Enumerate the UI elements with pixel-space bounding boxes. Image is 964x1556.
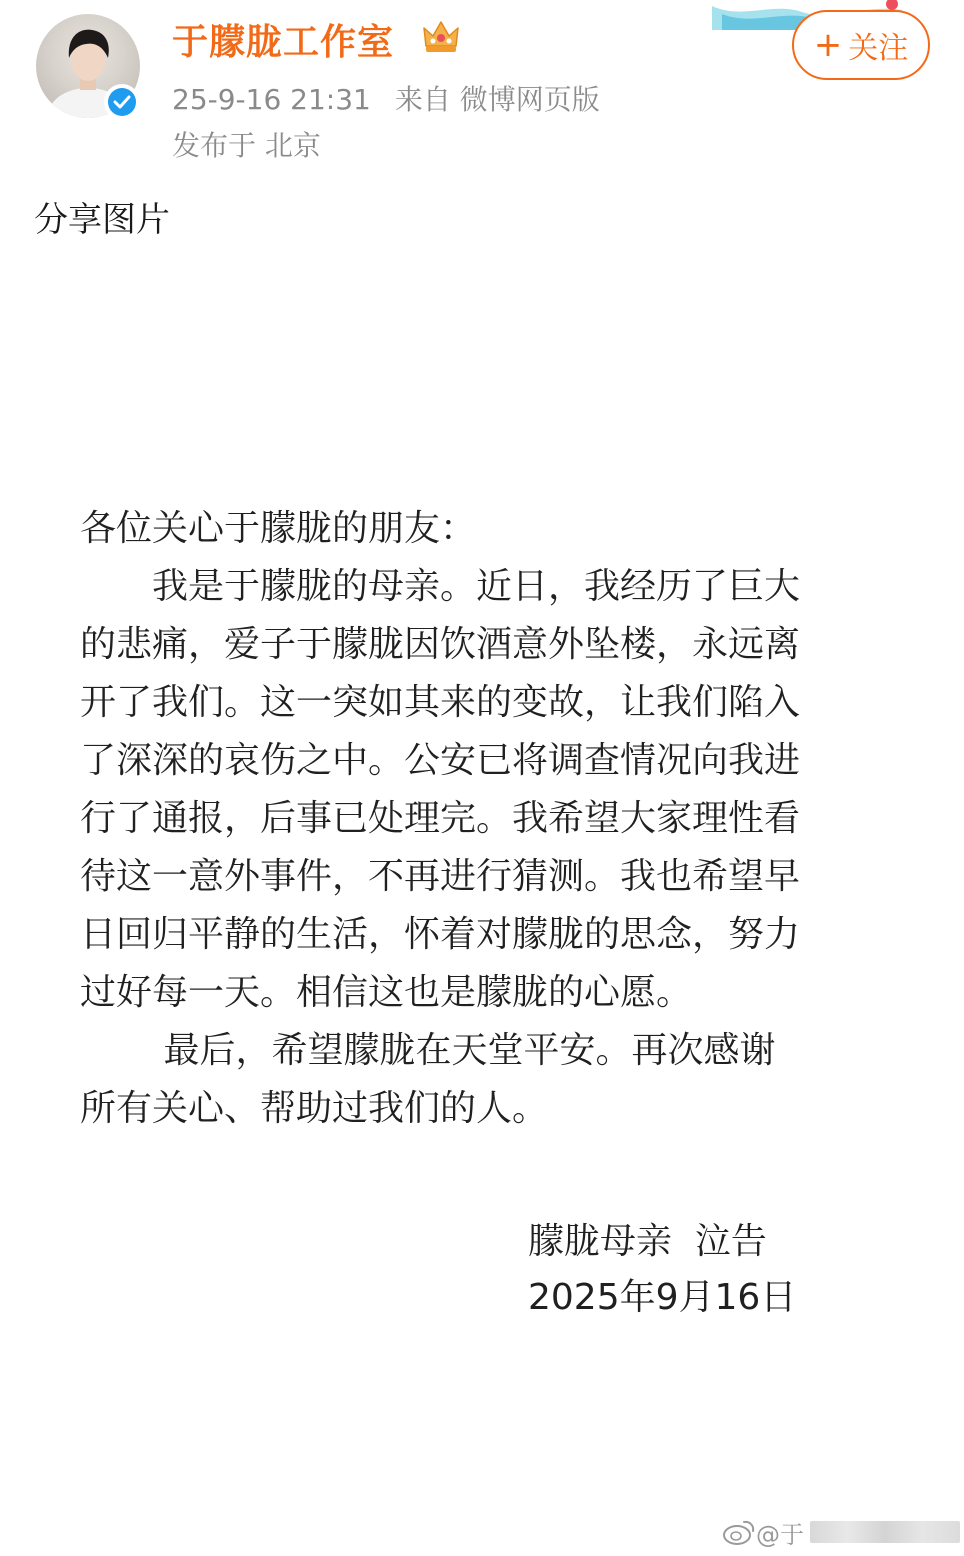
post-text: 分享图片 (34, 200, 170, 240)
verified-check-icon (104, 84, 140, 120)
letter-line: 最后，希望朦胧在天堂平安。再次感谢 (80, 1030, 776, 1071)
watermark-blur (810, 1521, 960, 1543)
post-meta (172, 78, 600, 118)
letter-signature: 朦胧母亲 泣告 (528, 1221, 767, 1262)
letter-line: 了深深的哀伤之中。公安已将调查情况向我进 (80, 740, 801, 781)
follow-button-label: 关注 (848, 31, 909, 66)
post-timestamp: 25-9-16 21:31 (172, 83, 371, 116)
post-location: 发布于 北京 (172, 129, 321, 162)
post-source[interactable]: 来自 微博网页版 (394, 83, 600, 116)
letter-line: 的悲痛，爱子于朦胧因饮酒意外坠楼，永远离 (80, 624, 801, 665)
letter-line: 待这一意外事件，不再进行猜测。我也希望早 (80, 856, 801, 897)
follow-button[interactable] (792, 10, 930, 80)
letter-date: 2025年9月16日 (528, 1277, 797, 1318)
letter-line: 开了我们。这一突如其来的变故，让我们陷入 (80, 682, 801, 723)
crown-icon (420, 16, 462, 58)
plus-icon: + (813, 25, 843, 65)
letter-line: 所有关心、帮助过我们的人。 (80, 1088, 549, 1129)
user-name[interactable]: 于朦胧工作室 (172, 22, 395, 63)
watermark (722, 1514, 960, 1550)
letter-line: 日回归平静的生活，怀着对朦胧的思念，努力 (80, 914, 801, 955)
letter-signature-block (528, 1214, 796, 1326)
watermark-text: @于 (756, 1520, 804, 1549)
letter-line: 我是于朦胧的母亲。近日，我经历了巨大 (80, 566, 801, 607)
letter-line: 行了通报，后事已处理完。我希望大家理性看 (80, 798, 801, 839)
weibo-logo-icon (722, 1518, 756, 1546)
letter-greeting: 各位关心于朦胧的朋友： (80, 508, 477, 549)
letter-line: 过好每一天。相信这也是朦胧的心愿。 (80, 972, 693, 1013)
letter-image[interactable] (80, 500, 880, 1138)
